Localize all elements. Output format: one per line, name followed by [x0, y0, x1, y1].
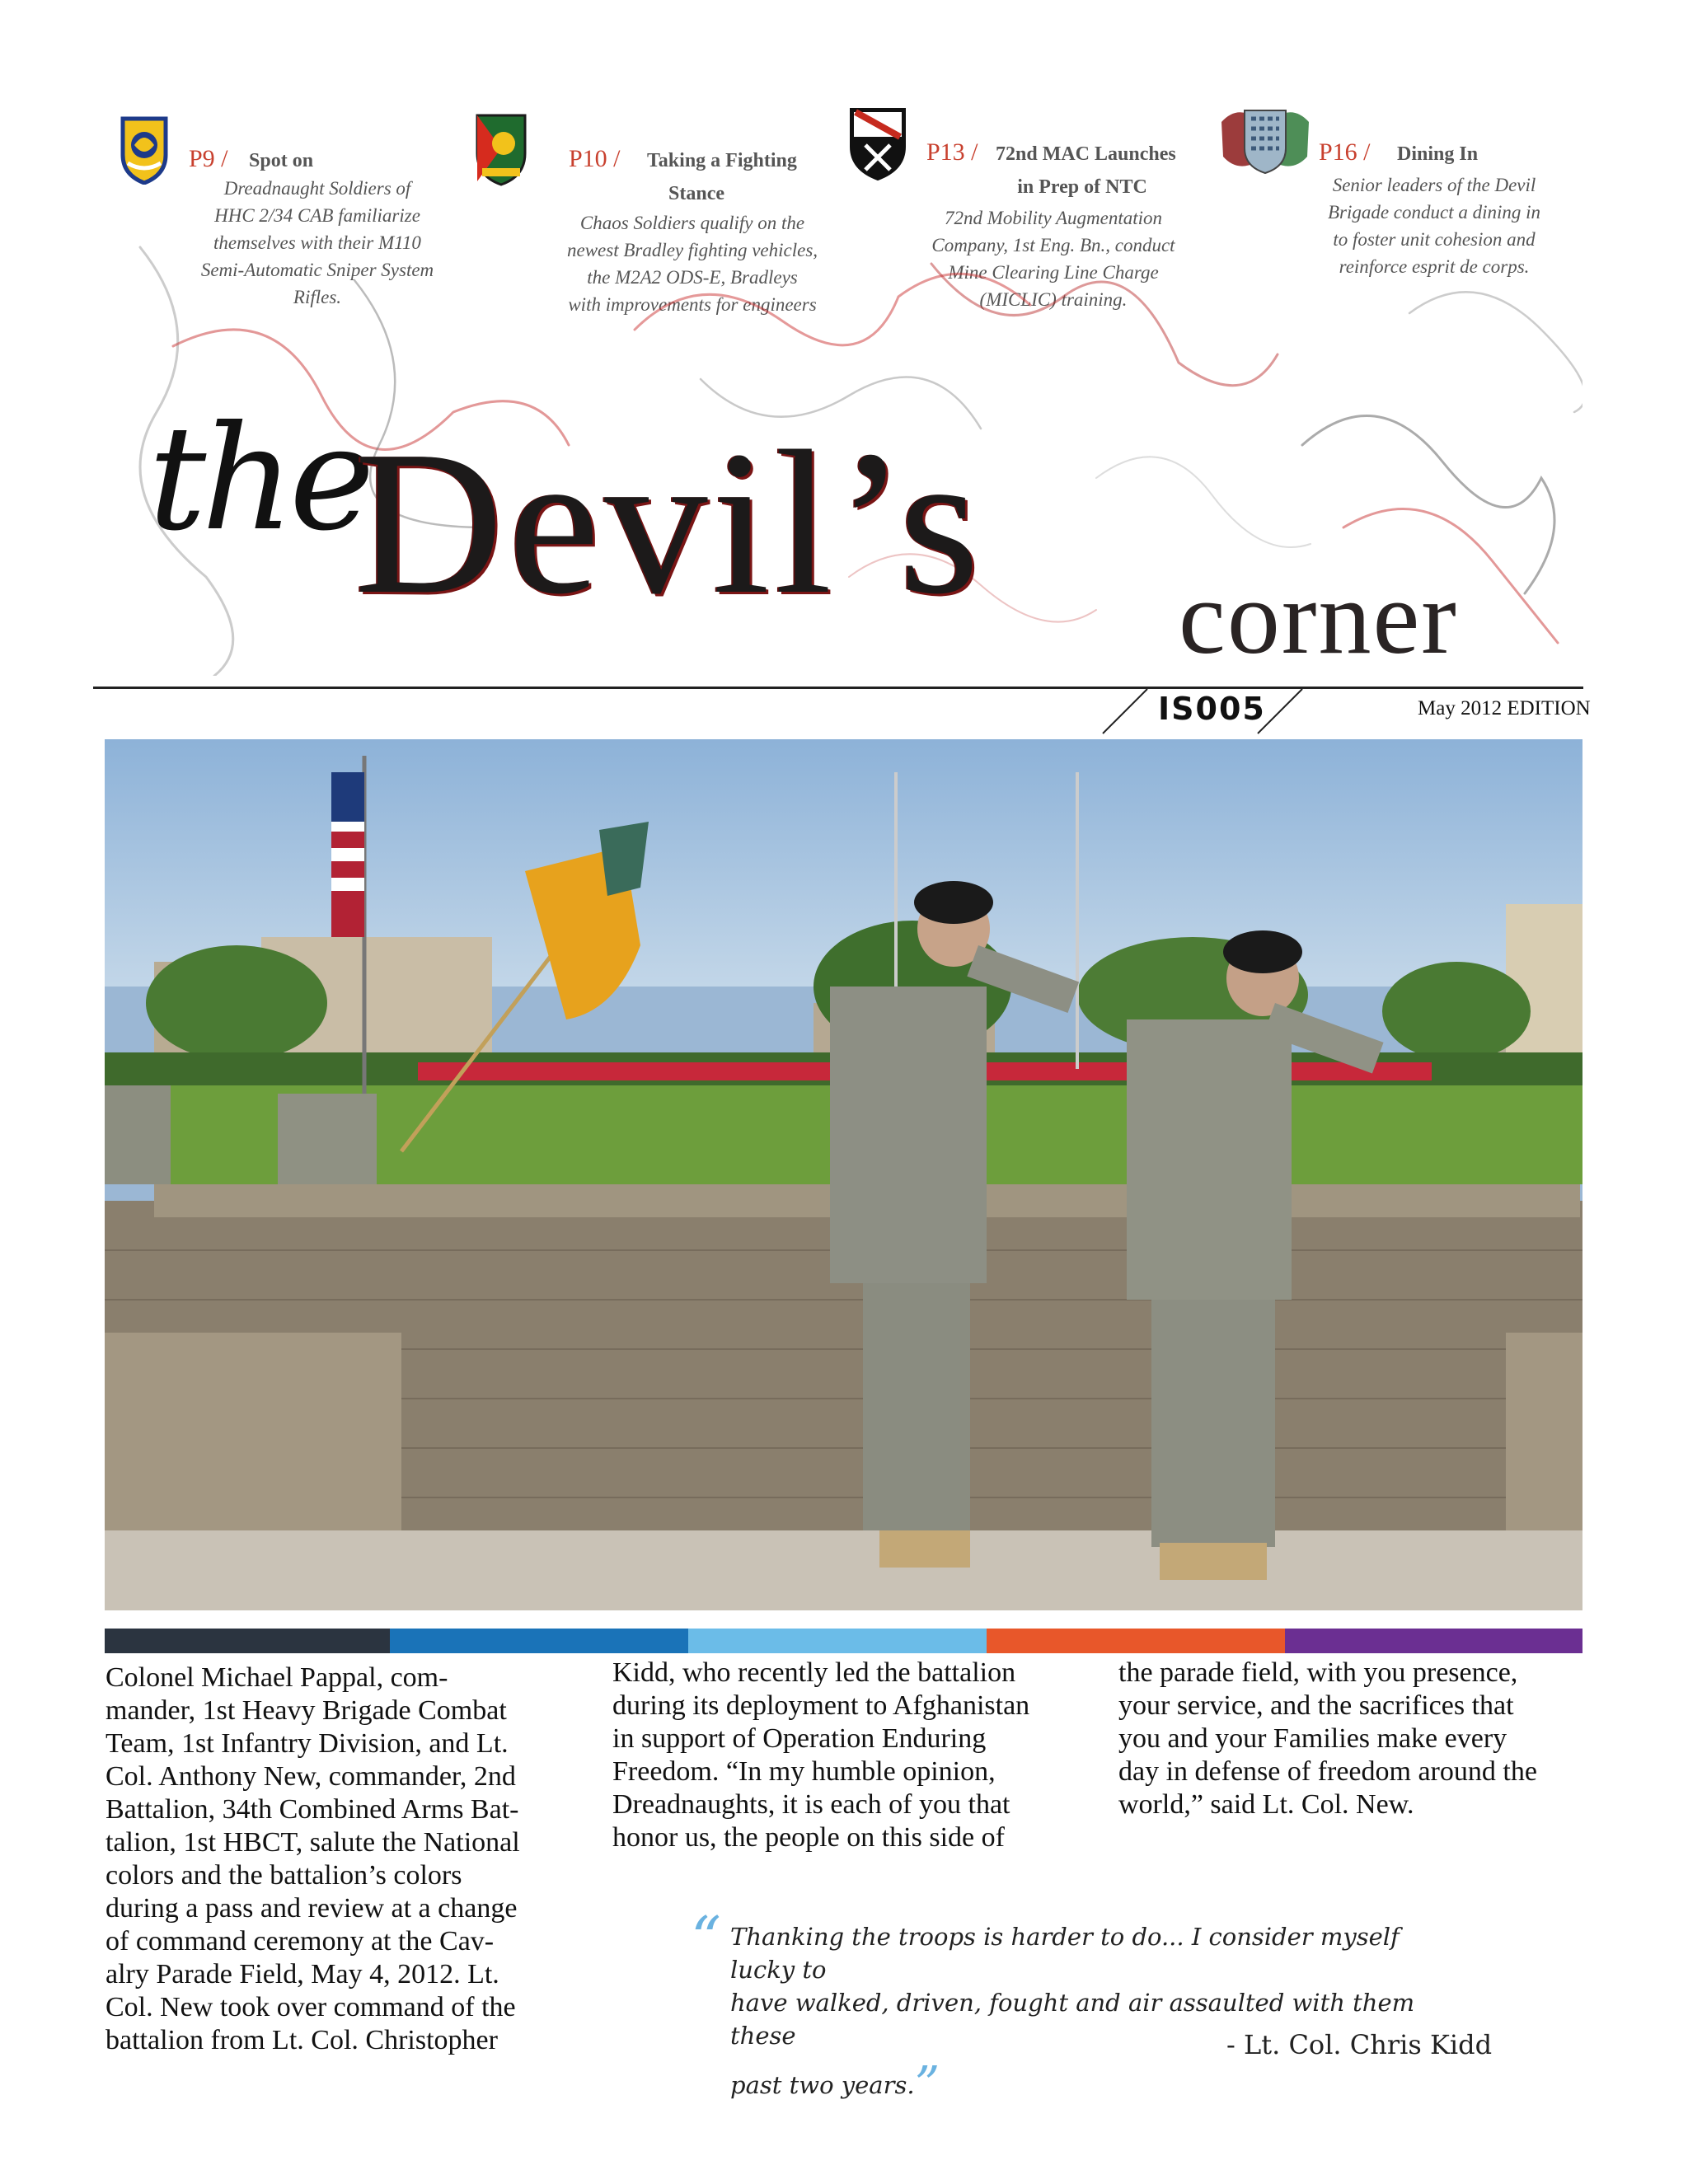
edition-label: May 2012 EDITION — [1418, 697, 1591, 719]
color-bar-segment — [688, 1629, 987, 1653]
unit-crest-icon — [120, 115, 169, 185]
teaser-description: Chaos Soldiers qualify on the newest Bradley fighting vehicles, the M2A2 ODS-E, Bradleys with improvements for engineers — [566, 213, 818, 315]
article-column-2: Kidd, who recently led the battalion during its deployment to Afghanistan in support of Operation Enduring Freedom. “In my humble opinion, Dreadnaughts, it is each of you that honor us, the people on this side of — [612, 1657, 1030, 1853]
open-quote-mark: “ — [691, 1904, 721, 1973]
cover-photo — [105, 739, 1582, 1610]
teaser-page-number: P10 / — [569, 145, 621, 172]
pull-quote: Thanking the troops is harder to do... I consider myself lucky to have walked, driven, fought and air assaulted with them these past two years.” — [730, 1923, 1415, 2114]
close-quote-mark: ” — [914, 2056, 940, 2114]
ceremony-photo-illustration — [105, 739, 1582, 1610]
teaser-title: Dining In — [1397, 143, 1479, 165]
masthead-rule — [93, 687, 1583, 689]
color-bar-segment — [390, 1629, 688, 1653]
teaser-title: 72nd MAC Launches — [996, 143, 1176, 165]
teaser-page-number: P9 / — [189, 145, 228, 172]
unit-crest-icon — [1220, 105, 1311, 175]
masthead-the: the — [148, 396, 370, 563]
teaser-title-line2: Stance — [668, 183, 724, 204]
quote-attribution: - Lt. Col. Chris Kidd — [1226, 2029, 1493, 2060]
unit-crest-icon — [474, 112, 528, 186]
masthead-devils: Devil’s — [354, 409, 985, 637]
teaser-description: Senior leaders of the Devil Brigade conduct a dining in to foster unit cohesion and reinforce esprit de corps. — [1327, 175, 1541, 277]
article-column-1: Colonel Michael Pappal, com- mander, 1st Heavy Brigade Combat Team, 1st Infantry Division, and Lt. Col. Anthony New, commander, 2nd Battalion, 34th Combined Arms Bat- talion, 1st HBCT, salute the National colors and the battalion’s colors during a pass and review at a change of command ceremony at the Cav- alry Parade Field, May 4, 2012. Lt. Col. New took over command of the battalion from Lt. Col. Christopher — [106, 1662, 520, 2055]
teaser-page-number: P13 / — [926, 138, 978, 166]
color-bar-segment — [1285, 1629, 1582, 1653]
issue-number: IS005 — [1158, 691, 1266, 727]
teaser-description: Dreadnaught Soldiers of HHC 2/34 CAB familiarize themselves with their M110 Semi-Automatic Sniper System Rifles. — [200, 178, 434, 307]
teaser-title: Spot on — [249, 150, 314, 171]
teaser-description: 72nd Mobility Augmentation Company, 1st Eng. Bn., conduct Mine Clearing Line Charge (MICLIC) training. — [931, 208, 1175, 310]
teaser-title: Taking a Fighting — [647, 150, 797, 171]
unit-crest-icon — [847, 105, 908, 181]
teaser-page-number: P16 / — [1319, 138, 1371, 166]
color-bar-segment — [105, 1629, 390, 1653]
masthead-corner: corner — [1179, 559, 1458, 676]
color-bar-segment — [987, 1629, 1285, 1653]
article-column-3: the parade field, with you presence, your service, and the sacrifices that you and your Families make every day in defense of freedom around the world,” said Lt. Col. New. — [1118, 1657, 1537, 1820]
teaser-title-line2: in Prep of NTC — [1017, 176, 1147, 198]
